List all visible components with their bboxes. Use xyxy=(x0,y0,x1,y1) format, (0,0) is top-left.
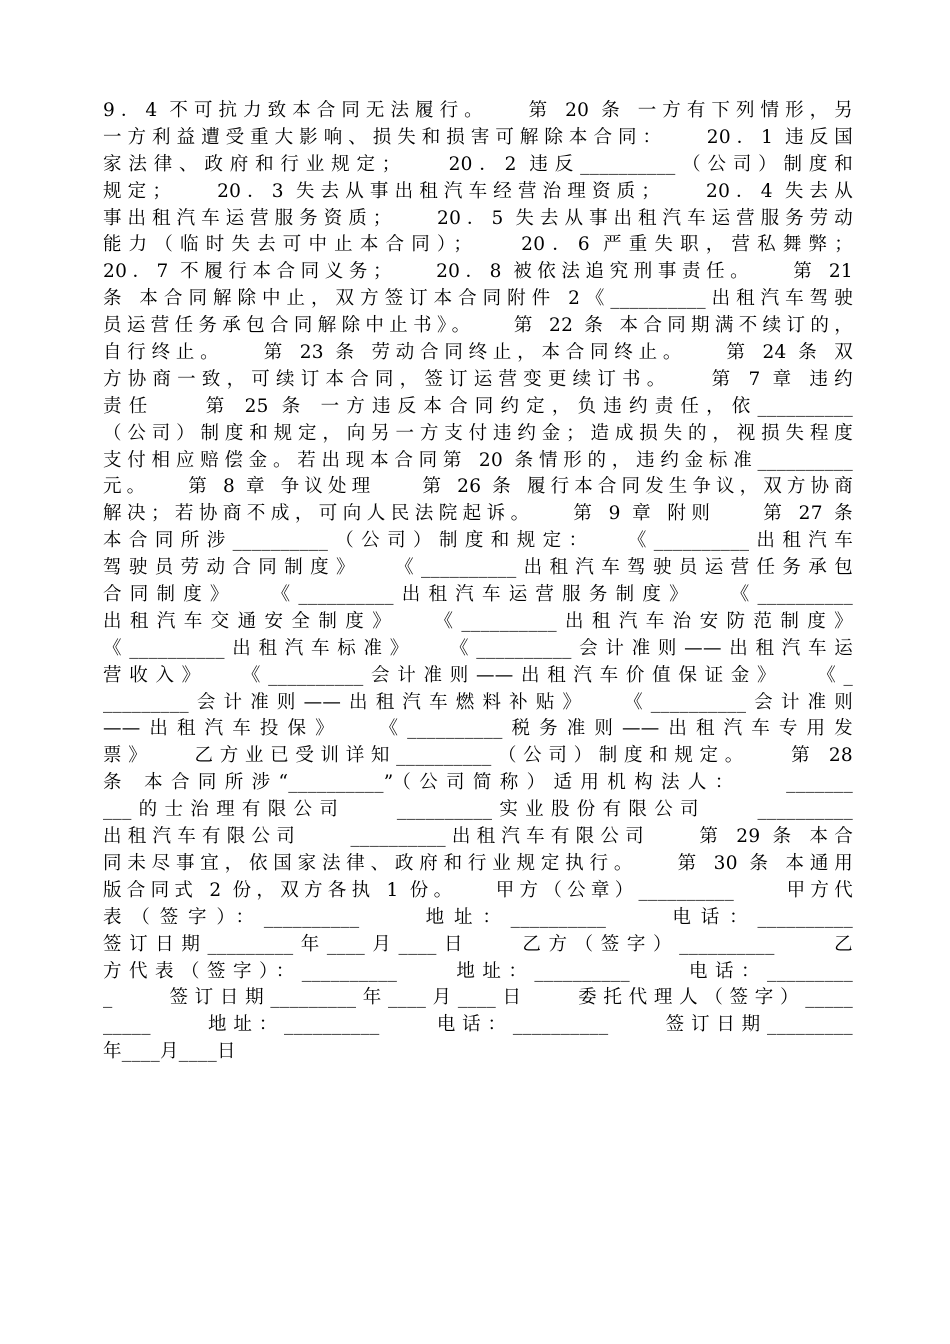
text-line: 9．4 不可抗力致本合同无法履行。 第 20 条 一方有下列情形，另 xyxy=(103,100,853,121)
text-line: 出租汽车交通安全制度》 《__________出租汽车治安防范制度》 xyxy=(103,610,853,632)
text-line: 条 本合同解除中止，双方签订本合同附件 2《__________出租汽车驾驶 xyxy=(103,288,853,310)
text-line: 《__________出租汽车标准》 《__________会计准则——出租汽车运 xyxy=(103,637,853,659)
text-line: 支付相应赔偿金。若出现本合同第 20 条情形的，违约金标准__________ xyxy=(103,449,853,471)
text-line: 家法律、政府和行业规定； 20．2 违反__________（公司）制度和 xyxy=(103,153,853,175)
text-line: 员运营任务承包合同解除中止书》。 第 22 条 本合同期满不续订的， xyxy=(103,315,853,337)
document-body xyxy=(103,98,853,1066)
signature-line: 年____月____日 xyxy=(103,1041,236,1063)
text-line: 方协商一致，可续订本合同，签订运营变更续订书。 第 7 章 违约 xyxy=(103,368,853,390)
text-line: 一方利益遭受重大影响、损失和损害可解除本合同： 20．1 违反国 xyxy=(103,126,853,148)
signature-line: _ 签订日期_________年____月____日 委托代理人（签字）_____ xyxy=(103,987,853,1009)
text-line: （公司）制度和规定，向另一方支付违约金；造成损失的，视损失程度 xyxy=(103,422,853,444)
text-line: 合同制度》 《__________出租汽车运营服务制度》 《__________ xyxy=(103,584,853,606)
text-line: 条 本合同所涉“__________”（公司简称）适用机构法人： _______ xyxy=(103,772,853,794)
text-line: 营收入》 《__________会计准则——出租汽车价值保证金》 《_ xyxy=(103,664,853,686)
text-line: 事出租汽车运营服务资质； 20．5 失去从事出租汽车运营服务劳动 xyxy=(103,207,853,229)
signature-line: _____ 地址：__________ 电话：__________ 签订日期_________ xyxy=(103,1014,853,1036)
text-line: 同未尽事宜，依国家法律、政府和行业规定执行。 第 30 条 本通用 xyxy=(103,852,853,874)
text-line: 出租汽车有限公司 __________出租汽车有限公司 第 29 条 本合 xyxy=(103,826,853,848)
text-line: 本合同所涉__________（公司）制度和规定： 《__________出租汽车 xyxy=(103,530,853,552)
text-line: 票》 乙方业已受训详知__________（公司）制度和规定。 第 28 xyxy=(103,745,853,767)
text-line: 版合同式 2 份，双方各执 1 份。 甲方（公章）__________ 甲方代 xyxy=(103,879,853,901)
text-line: 驾驶员劳动合同制度》 《__________出租汽车驾驶员运营任务承包 xyxy=(103,557,853,579)
text-line: 元。 第 8 章 争议处理 第 26 条 履行本合同发生争议，双方协商 xyxy=(103,476,853,498)
text-line: 解决；若协商不成，可向人民法院起诉。 第 9 章 附则 第 27 条 xyxy=(103,503,853,525)
text-line: 规定； 20．3 失去从事出租汽车经营治理资质； 20．4 失去从 xyxy=(103,180,853,202)
signature-line: 表（签字）：__________ 地址：__________ 电话：__________ xyxy=(103,906,853,928)
text-line: ___的士治理有限公司 __________实业股份有限公司 __________ xyxy=(103,799,853,821)
signature-line: 方代表（签字）：__________ 地址：__________ 电话：_________ xyxy=(103,960,853,982)
text-line: 责任 第 25 条 一方违反本合同约定，负违约责任，依__________ xyxy=(103,395,853,417)
text-line: ——出租汽车投保》 《__________税务准则——出租汽车专用发 xyxy=(103,718,853,740)
text-line: _________会计准则——出租汽车燃料补贴》 《__________会计准则 xyxy=(103,691,853,713)
text-line: 能力（临时失去可中止本合同）； 20．6 严重失职，营私舞弊； xyxy=(103,234,853,256)
text-line: 20．7 不履行本合同义务； 20．8 被依法追究刑事责任。 第 21 xyxy=(103,261,853,283)
signature-line: 签订日期_________年____月____日 乙方（签字）__________ 乙 xyxy=(103,933,853,955)
text-line: 自行终止。 第 23 条 劳动合同终止，本合同终止。 第 24 条 双 xyxy=(103,342,853,364)
